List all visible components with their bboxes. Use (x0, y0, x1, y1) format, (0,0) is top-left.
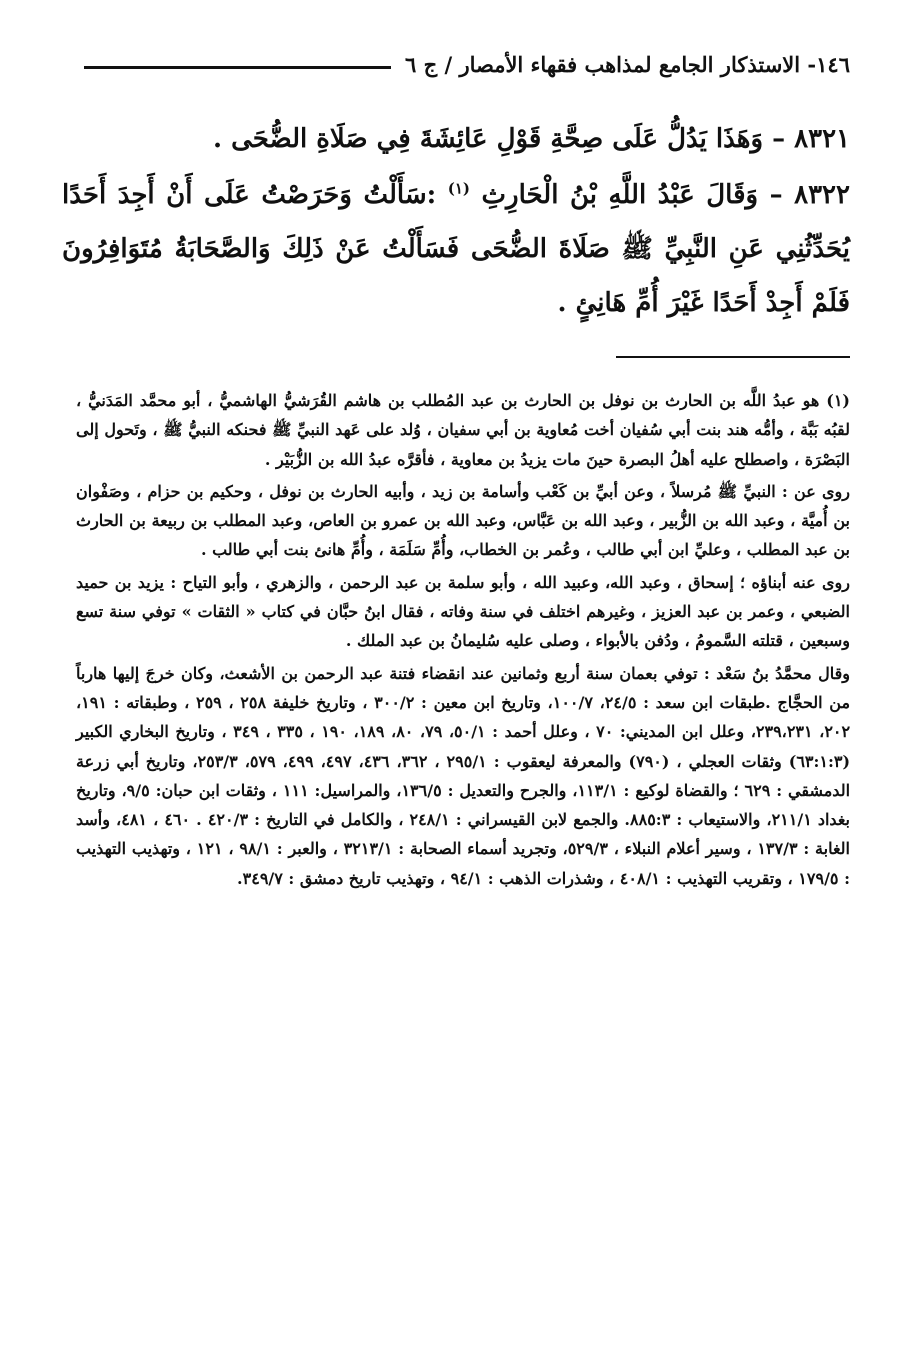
footnote-narrated-from: روى عن : النبيِّ ﷺ مُرسلاً ، وعن أبيِّ بن كَعْب وأسامة بن زيد ، وأبيه الحارث بن نوفل ، وحكيم بن حزام ، وصَفْوان بن أُميَّة ، وعبد الله بن الزُّبير ، وعبد الله بن عَبَّاس، وعبد الله بن عمرو بن العاص، وعبد المطلب بن ربيعة بن الحارث بن عبد المطلب ، وعليِّ ابن أبي طالب ، وعُمر بن الخطاب، وأُمِّ سَلَمَة ، وأُمِّ هانئ بنت أبي طالب . (76, 481, 850, 560)
footnotes (76, 386, 850, 893)
footnote-sources: وقال محمَّدُ بنُ سَعْد : توفي بعمان سنة أربع وثمانين عند انقضاء فتنة عبد الرحمن بن الأشعث، وكان خرجَ إليها هارباً من الحجَّاج .طبقات ابن سعد : ٢٤/٥، ١٠٠/٧، وتاريخ ابن معين : ٣٠٠/٢ ، وتاريخ خليفة ٢٥٨ ، ٢٥٩ ، وطبقاته : ١٩١، ٢٠٢، ٢٣٩،٢٣١، وعلل ابن المديني: ٧٠ ، وعلل أحمد : ٥٠/١، ٧٩، ٨٠، ١٨٩، ١٩٠ ، ٣٣٥ ، ٣٤٩ ، وتاريخ البخاري الكبير (٦٣:١:٣) وثقات العجلي ، (٧٩٠) والمعرفة ليعقوب : ٢٩٥/١ ، ٣٦٢، ٤٣٦، ٤٩٧، ٤٩٩، ٥٧٩، ٢٥٣/٣، وتاريخ أبي زرعة الدمشقي : ٦٢٩ ؛ والقضاة لوكيع : ١١٣/١، والجرح والتعديل : ١٣٦/٥، والمراسيل: ١١١ ، وثقات ابن حبان: ٩/٥، وتاريخ بغداد ٢١١/١، والاستيعاب : ٨٨٥:٣. والجمع لابن القيسراني : ٢٤٨/١ ، والكامل في التاريخ : ٤٢٠/٣ . ٤٦٠ ، ٤٨١، وأسد الغابة : ١٣٧/٣ ، وسير أعلام النبلاء ، ٥٢٩/٣، وتجريد أسماء الصحابة : ٣٢١٣/١ ، والعبر : ٩٨/١ ، ١٢١ ، وتهذيب التهذيب : ١٧٩/٥ ، وتقريب التهذيب : ٤٠٨/١ ، وشذرات الذهب : ٩٤/١ ، وتهذيب تاريخ دمشق : ٣٤٩/٧. (76, 663, 851, 888)
paragraph-8322 (62, 168, 850, 330)
footnote-narrators-from-him: روى عنه أبناؤه ؛ إسحاق ، وعبد الله، وعبيد الله ، وأبو سلمة بن عبد الرحمن ، والزهري ، وأبو التياح : يزيد بن حميد الضبعي ، وعمر بن عبد العزيز ، وغيرهم اختلف في سنة وفاته ، فقال ابنُ حبَّان في كتاب « الثقات » توفي سنة تسع وسبعين ، قتلته السَّمومُ ، ودُفن بالأبواء ، وصلى عليه سُليمانُ بن عبد الملك . (76, 572, 851, 651)
footnote-separator (616, 356, 850, 358)
paragraph-8321: ٨٣٢١ – وَهَذَا يَدُلُّ عَلَى صِحَّةِ قَوْلِ عَائِشَةَ فِي صَلَاةِ الضُّحَى . (213, 124, 850, 154)
paragraph-8322-rest: :سَأَلْتُ وَحَرَصْتُ عَلَى أَنْ أَجِدَ أَحَدًا يُحَدِّثُنِي عَنِ النَّبِيِّ ﷺ صَلَاةَ الضُّحَى فَسَأَلْتُ عَنْ ذَلِكَ وَالصَّحَابَةُ مُتَوَافِرُونَ فَلَمْ أَجِدْ أَحَدًا غَيْرَ أُمِّ هَانِئٍ . (62, 180, 850, 318)
main-text (62, 112, 850, 330)
footnote-reference[interactable]: (١) (447, 179, 471, 198)
paragraph-8322-start: ٨٣٢٢ – وَقَالَ عَبْدُ اللَّهِ بْنُ الْحَارِثِ (481, 180, 850, 210)
running-header (84, 44, 850, 84)
header-title: ١٤٦- الاستذكار الجامع لمذاهب فقهاء الأمصار / ج ٦ (405, 51, 850, 77)
header-rule (84, 66, 391, 69)
footnote-biography: (١) هو عبدُ اللَّه بن الحارث بن نوفل بن الحارث بن عبد المُطلب بن هاشم القُرَشيُّ الهاشميُّ ، أبو محمَّد المَدَنيُّ ، لقبُه بَبَّة ، وأمُّه هند بنت أبي سُفيان أخت مُعاوية بن أبي سفيان ، وُلد على عَهد النبيِّ ﷺ فحنكه النبيُّ ﷺ ، وتَحول إلى البَصْرَة ، واصطلح عليه أهلُ البصرة حينَ مات يزيدُ بن معاوية ، فأقرَّه عبدُ الله بن الزُّبَيْر . (76, 391, 850, 469)
